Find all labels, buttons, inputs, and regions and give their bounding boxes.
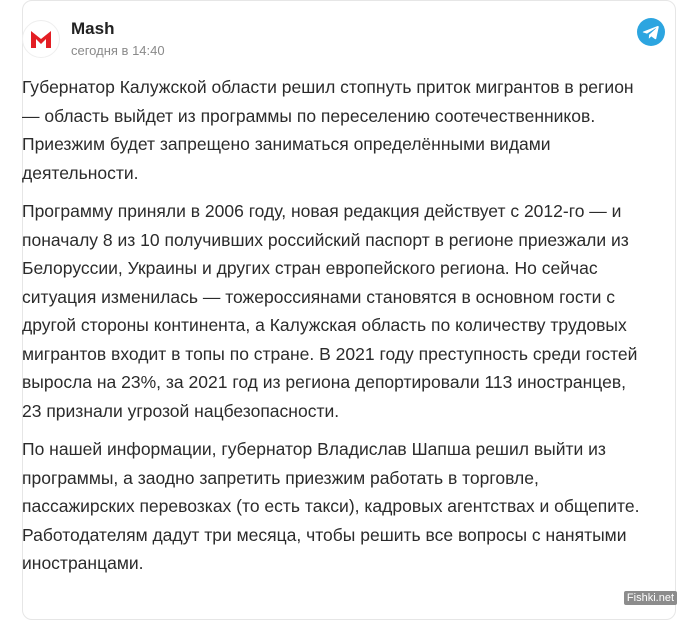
channel-name[interactable]: Mash <box>71 19 115 38</box>
telegram-icon[interactable] <box>637 18 665 46</box>
post-timestamp: сегодня в 14:40 <box>71 43 165 58</box>
watermark: Fishki.net <box>624 591 677 605</box>
post-paragraph: По нашей информации, губернатор Владислав Шапша решил выйти из программы, а заодно запретить приезжим работать в торговле, пассажирских перевозках (то есть такси), кадровых агентствах и общепите. Работодателям дадут три месяца, чтобы решить все вопросы с нанятыми иностранцами. <box>22 439 640 573</box>
post-header <box>22 18 665 64</box>
post-paragraph: Губернатор Калужской области решил стопнуть приток мигрантов в регион — область выйдет из программы по переселению соотечественников. Приезжим будет запрещено заниматься определёнными видами деятельности. <box>22 77 634 183</box>
post-paragraph: Программу приняли в 2006 году, новая редакция действует с 2012-го — и поначалу 8 из 10 получивших российский паспорт в регионе приезжали из Белоруссии, Украины и других стран европейского региона. Но сейчас ситуация изменилась — тожероссиянами становятся в основном гости с другой стороны континента, а Калужская область по количеству трудовых мигрантов входит в топы по стране. В 2021 году преступность среди гостей выросла на 23%, за 2021 год из региона депортировали 113 иностранцев, 23 признали угрозой нацбезопасности. <box>22 201 638 421</box>
channel-avatar[interactable] <box>22 20 60 58</box>
post-body <box>22 73 647 588</box>
mash-logo-icon <box>29 27 53 51</box>
